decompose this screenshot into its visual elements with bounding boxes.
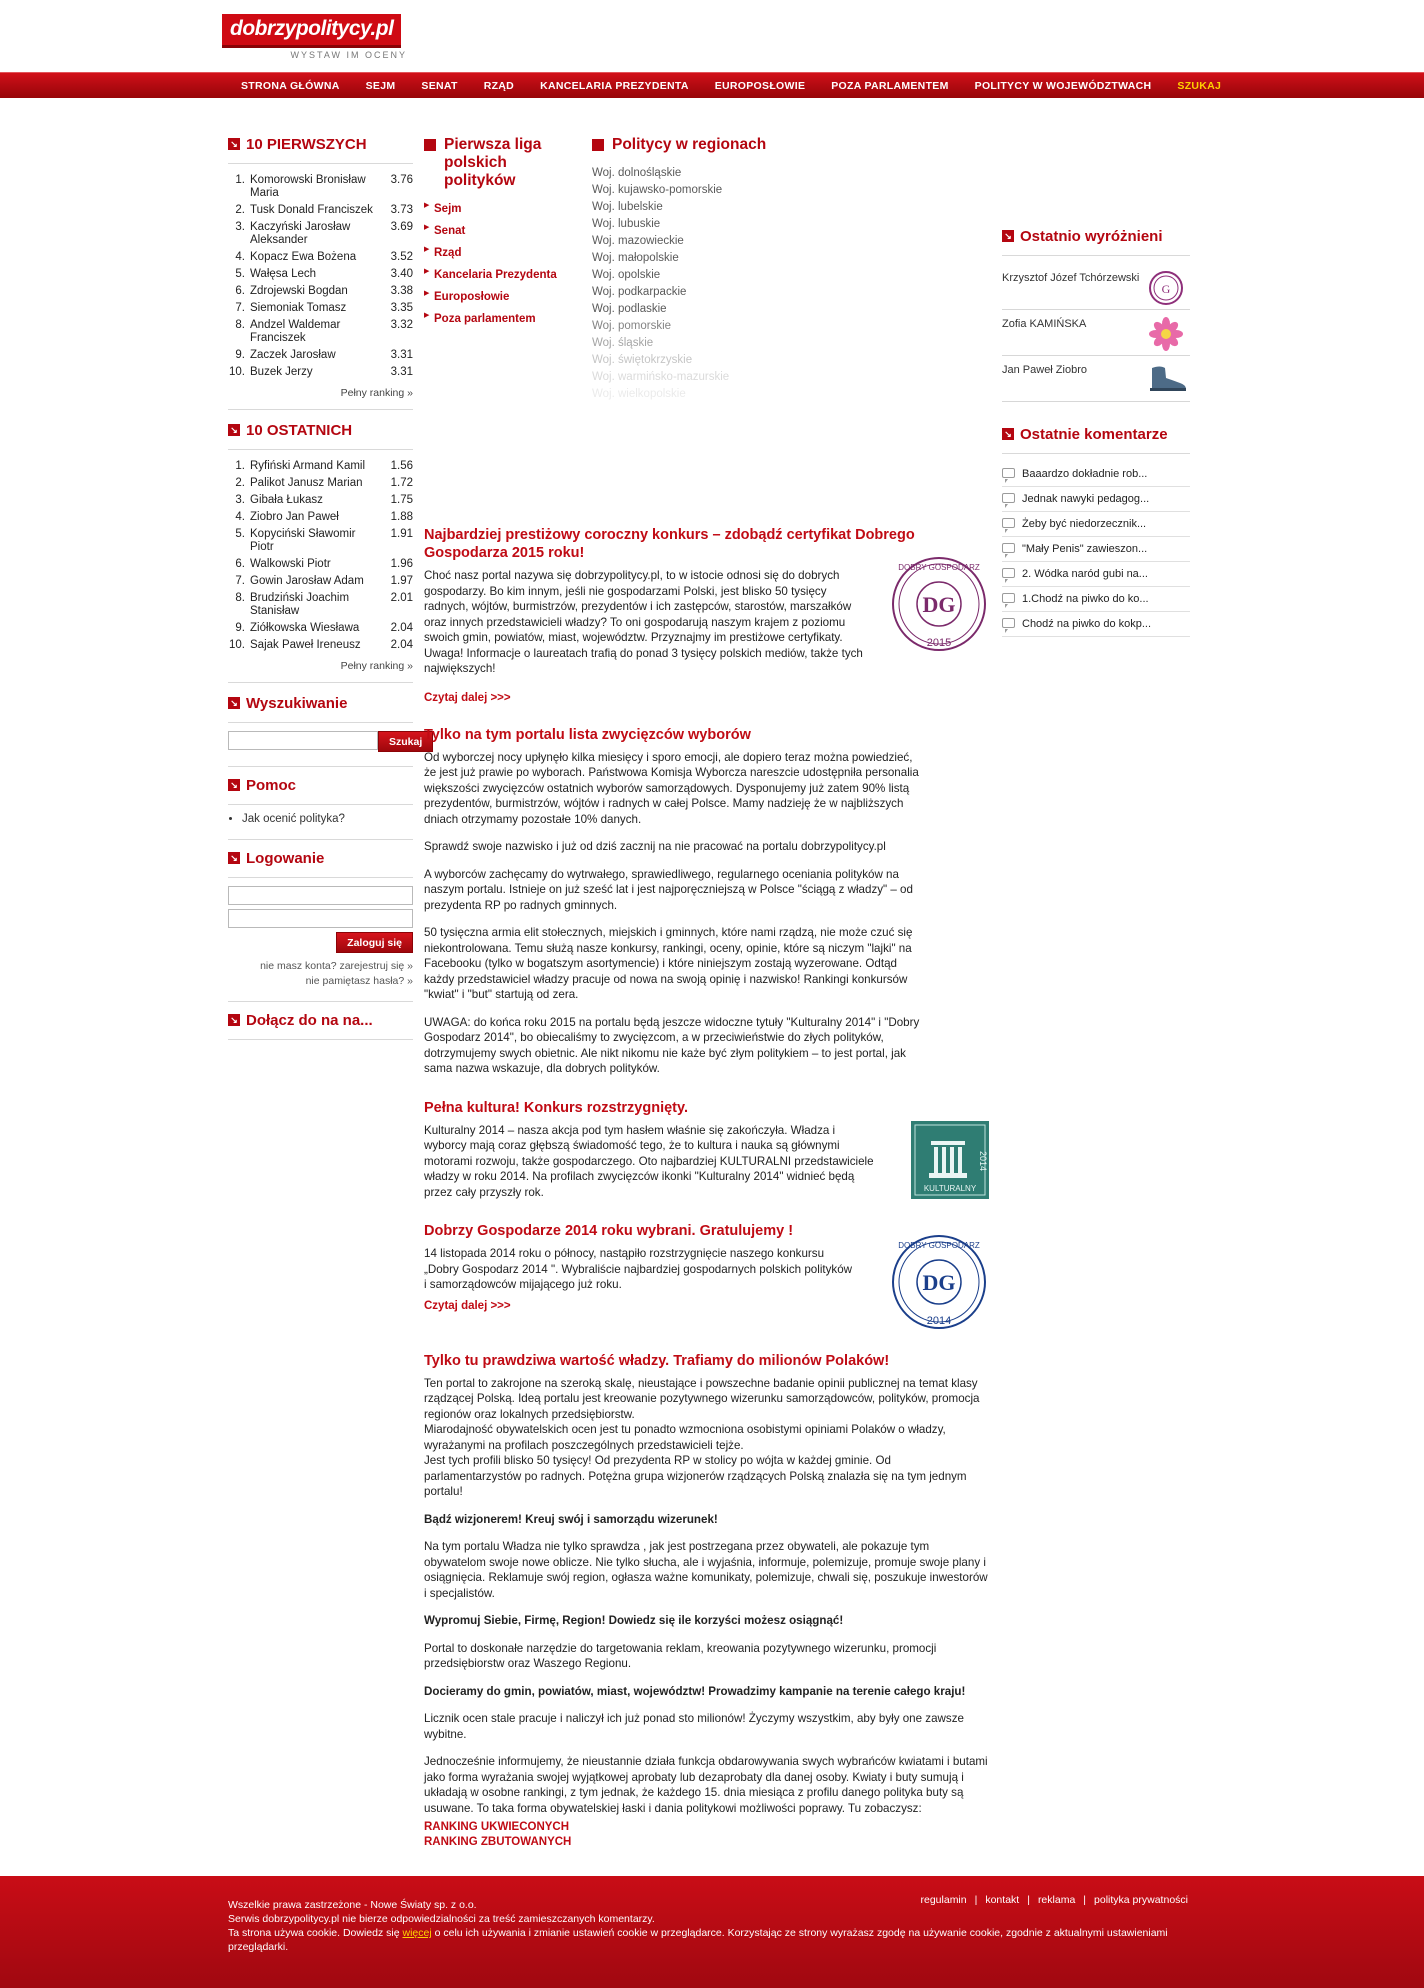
arrow-icon	[228, 779, 240, 791]
footer	[0, 1876, 1424, 1988]
arrow-icon	[228, 697, 240, 709]
featured-person[interactable]	[1002, 310, 1190, 356]
login-help-links	[228, 959, 413, 989]
article-paragraph: Ten portal to zakrojone na szeroką skalę, nieustające i powszechne badanie opinii publicznej na temat klasy rządzącej Polską. Ideą portalu jest kreowanie pozytywnego wizerunku samorządowców, polityków, promocja regionów oraz lokalnych przedsiębiorstw.	[424, 1376, 980, 1421]
comment-link[interactable]: Żeby być niedorzecznik...	[1022, 518, 1147, 530]
article-paragraph: Portal to doskonałe narzędzie do targetowania reklam, kreowania pozytywnego wizerunku, promocji przedsiębiorstw oraz Waszego Regionu.	[424, 1641, 937, 1670]
region-link-podlaskie[interactable]: Woj. podlaskie	[592, 303, 667, 315]
list-item[interactable]: 5. Wałęsa Lech 3.40	[235, 268, 413, 280]
article-paragraph: Jest tych profili blisko 50 tysięcy! Od prezydenta RP w stolicy po wójta w każdej gminie. Od parlamentarzystów po radnych. Potężna grupa wizjonerów rządzących Polską znalazła się na tym jednym portalu!	[424, 1454, 967, 1498]
search-input[interactable]	[228, 731, 378, 750]
article-paragraph: Miarodajność obywatelskich ocen jest tu ponadto wzmocniona osobistymi opiniami Polaków o władzy, wyrażanymi na profilach poszczególnych przedstawicieli tejże.	[424, 1423, 946, 1452]
article-body: Kulturalny 2014 – nasza akcja pod tym hasłem właśnie się zakończyła. Władza i wyborcy mają coraz głębszą świadomość tego, że to kultura i nauka są głównymi motorami rozwoju, także gospodarczego. Oto najbardziej KULTURALNI przedstawiciele władzy w roku 2014. Na profilach zwycięzców ikonki "Kulturalny 2014" widnieć będą przez cały przyszły rok.	[424, 1123, 874, 1199]
article-body: Choć nasz portal nazywa się dobrzypolitycy.pl, to w istocie odnosi się do dobrych gospodarzy. Bo kim innym, jeśli nie gospodarzami Polski, jest blisko 50 tysięcy radnych, wójtów, burmistrzów, prezydentów i ich zastępców, starostów, marszałków oraz innych przedstawicieli władzy? To oni gospodarują naszym krajem z poziomu swoich gmin, powiatów, miast, województw. Przyznajmy im prestiżowe certyfikaty. Uwaga! Informacje o laureatach trafią do ponad 3 tysięcy polskich mediów, także tych największych!	[424, 569, 863, 675]
svg-text:DOBRY GOSPODARZ: DOBRY GOSPODARZ	[898, 1241, 980, 1250]
article-paragraph: Jednocześnie informujemy, że nieustannie działa funkcja obdarowywania swych wybrańców kwiatami i butami jako forma wyrażania swojej wyjątkowej aprobaty lub dezaprobaty dla danej osoby. Kwiaty i buty sumują i układają w osobne rankingi, z tym jednak, że każdego 15. dnia miesiąca z profilu danego polityka buty są usuwane. To taka forma obywatelskiej łaski i dania politykowi możliwości poprawy. Tu zobaczysz:	[424, 1755, 988, 1815]
list-item[interactable]: 8. Andzel Waldemar Franciszek 3.32	[235, 319, 413, 344]
comment-bubble-icon	[1002, 593, 1015, 603]
article-dobry-gospodarz-2015	[424, 526, 989, 704]
footer-more-link[interactable]: więcej	[402, 1927, 432, 1939]
section-title-featured: ↘ Ostatnio wyróżnieni	[1002, 228, 1190, 245]
arrow-icon	[228, 1014, 240, 1026]
list-item[interactable]	[592, 317, 792, 334]
region-link-pomorskie[interactable]: Woj. pomorskie	[592, 320, 672, 332]
article-paragraph: Od wyborczej nocy upłynęło kilka miesięcy i sporo emocji, ale dopiero teraz można powiedzieć, że jest już prawie po wyborach. Państwowa Komisja Wyborcza nareszcie udostępniła personalia większości zwycięzców ostatnich wyborów samorządowych. Dysponujemy już zatem 90% listą prezydentów, burmistrzów, wójtów i radnych w całej Polsce. Mamy nadzieję że w najbliższych dniach otrzymamy pozostałe 10% danych.	[424, 750, 919, 826]
featured-person[interactable]	[1002, 356, 1190, 402]
regions-links	[592, 164, 792, 402]
nav-item-home[interactable]: STRONA GŁÓWNA	[241, 79, 340, 92]
article-paragraph: A wyborców zachęcamy do wytrwałego, sprawiedliwego, regularnego oceniania polityków na naszym portalu. Istnieje on już sześć lat i jest najporęczniejszą w Polsce "ściągą z władzy" – od prezydenta RP po radnych gminnych.	[424, 867, 913, 912]
stamp-icon	[1148, 270, 1184, 306]
svg-text:2014: 2014	[978, 1150, 988, 1171]
list-item[interactable]	[592, 368, 792, 385]
list-item[interactable]	[1002, 612, 1190, 637]
nav-item-poza-parlamentem[interactable]: POZA PARLAMENTEM	[831, 79, 949, 92]
site-logo[interactable]	[222, 14, 407, 58]
list-item[interactable]	[592, 181, 792, 198]
liga-link-kancelaria[interactable]: Kancelaria Prezydenta	[434, 269, 557, 281]
list-item[interactable]: 3. Gibała Łukasz 1.75	[235, 494, 413, 506]
list-item[interactable]: 2. Palikot Janusz Marian 1.72	[235, 477, 413, 489]
login-password-field[interactable]	[228, 909, 413, 928]
liga-title: Pierwsza liga polskich polityków	[424, 136, 574, 190]
svg-text:2014: 2014	[926, 1315, 952, 1327]
section-title-last-ten: ↘ 10 OSTATNICH	[228, 422, 413, 439]
boot-icon	[1148, 362, 1184, 398]
article-kulturalny-2014	[424, 1099, 989, 1201]
regions-column	[592, 136, 792, 402]
list-item[interactable]	[592, 334, 792, 351]
list-item[interactable]: 6. Zdrojewski Bogdan 3.38	[235, 285, 413, 297]
region-link-mazowieckie[interactable]: Woj. mazowieckie	[592, 235, 684, 247]
list-item[interactable]	[1002, 587, 1190, 612]
liga-link-sejm[interactable]: Sejm	[434, 203, 462, 215]
list-item[interactable]: 4. Ziobro Jan Paweł 1.88	[235, 511, 413, 523]
section-title-first-ten: ↘ 10 PIERWSZYCH	[228, 136, 413, 153]
comment-bubble-icon	[1002, 543, 1015, 553]
right-sidebar	[1002, 228, 1190, 637]
article-highlight: Wypromuj Siebie, Firmę, Region! Dowiedz się ile korzyści możesz osiągnąć!	[424, 1614, 844, 1627]
arrow-icon	[228, 138, 240, 150]
list-item[interactable]: 4. Kopacz Ewa Bożena 3.52	[235, 251, 413, 263]
section-title-search: ↘ Wyszukiwanie	[228, 695, 413, 712]
region-link-kujawsko-pomorskie[interactable]: Woj. kujawsko-pomorskie	[592, 184, 723, 196]
list-item[interactable]	[592, 385, 792, 402]
full-ranking-link-first[interactable]: Pełny ranking »	[340, 387, 413, 399]
dobry-gospodarz-2015-seal-icon	[889, 554, 989, 654]
ranking-ukwieconych-link[interactable]: RANKING UKWIECONYCH	[424, 1821, 570, 1833]
article-paragraph: Licznik ocen stale pracuje i naliczył ich już ponad sto milionów! Życzymy wszystkim, aby były one zawsze wybitne.	[424, 1712, 964, 1741]
region-link-dolnoslaskie[interactable]: Woj. dolnośląskie	[592, 167, 682, 179]
comments-list	[1002, 462, 1190, 637]
section-title-join: ↘ Dołącz do na na...	[228, 1012, 413, 1029]
list-item[interactable]: 8. Brudziński Joachim Stanisław 2.01	[235, 592, 413, 617]
featured-person[interactable]	[1002, 264, 1190, 310]
region-link-slaskie[interactable]: Woj. śląskie	[592, 337, 654, 349]
section-title-comments: ↘ Ostatnie komentarze	[1002, 426, 1190, 443]
list-item[interactable]	[1002, 512, 1190, 537]
svg-text:2015: 2015	[926, 637, 952, 649]
main-articles	[424, 526, 989, 1870]
footer-text	[0, 1876, 1424, 1954]
list-item[interactable]	[592, 232, 792, 249]
logo-tagline: WYSTAW IM OCENY	[290, 50, 407, 60]
region-link-malopolskie[interactable]: Woj. małopolskie	[592, 252, 679, 264]
nav-item-wojewodztwa[interactable]: POLITYCY W WOJEWÓDZTWACH	[974, 79, 1152, 92]
list-item[interactable]	[592, 215, 792, 232]
help-list	[242, 813, 413, 825]
svg-text:DOBRY GOSPODARZ: DOBRY GOSPODARZ	[898, 563, 980, 572]
svg-text:DG: DG	[922, 592, 956, 617]
list-item[interactable]	[424, 266, 574, 281]
list-item[interactable]	[424, 222, 574, 237]
list-item[interactable]	[424, 200, 574, 215]
footer-cookie-notice	[228, 1926, 1196, 1954]
comment-bubble-icon	[1002, 618, 1015, 628]
liga-column	[424, 136, 574, 332]
kulturalny-2014-seal-icon	[911, 1121, 989, 1199]
list-item[interactable]: 3. Kaczyński Jarosław Aleksander 3.69	[235, 221, 413, 246]
liga-links	[424, 200, 574, 325]
list-item[interactable]: 7. Siemoniak Tomasz 3.35	[235, 302, 413, 314]
left-sidebar	[228, 136, 423, 1048]
nav-item-rzad[interactable]: RZĄD	[483, 79, 515, 92]
list-item[interactable]	[424, 244, 574, 259]
logo-text: dobrzypolitycy.pl	[222, 14, 401, 48]
article-dobrzy-gospodarze-2014	[424, 1222, 989, 1327]
list-item[interactable]	[424, 288, 574, 303]
svg-text:KULTURALNY: KULTURALNY	[923, 1183, 977, 1193]
list-item[interactable]	[592, 266, 792, 283]
liga-link-poza-parlamentem[interactable]: Poza parlamentem	[434, 313, 536, 325]
ranking-list-last	[228, 458, 413, 654]
footer-line-2: Serwis dobrzypolitycy.pl nie bierze odpowiedzialności za treść zamieszczanych komentarzy.	[228, 1913, 655, 1925]
comment-link[interactable]: 2. Wódka naród gubi na...	[1022, 568, 1148, 580]
article-body: 14 listopada 2014 roku o północy, nastąpiło rozstrzygnięcie naszego konkursu „Dobry Gospodarz 2014 ". Wybraliście najbardziej gospodarnych polskich polityków i samorządowców mijającego już roku.	[424, 1247, 853, 1291]
region-link-wielkopolskie[interactable]: Woj. wielkopolskie	[592, 388, 686, 400]
list-item[interactable]	[592, 198, 792, 215]
svg-text:G: G	[1161, 282, 1171, 296]
list-item[interactable]: 1. Ryfiński Armand Kamil 1.56	[235, 460, 413, 472]
footer-cookie-text-1: Ta strona używa cookie. Dowiedz się	[228, 1927, 403, 1939]
dobry-gospodarz-2014-seal-icon	[889, 1232, 989, 1332]
list-item[interactable]	[592, 300, 792, 317]
list-item[interactable]: 2. Tusk Donald Franciszek 3.73	[235, 204, 413, 216]
read-more-link[interactable]: Czytaj dalej >>>	[424, 1299, 511, 1312]
article-paragraph: Sprawdź swoje nazwisko i już od dziś zacznij na nie pracować na portalu dobrzypolitycy.pl	[424, 840, 886, 853]
arrow-icon	[228, 852, 240, 864]
liga-link-europoslowie[interactable]: Europosłowie	[434, 291, 510, 303]
list-item[interactable]	[424, 310, 574, 325]
ranking-list-first	[228, 172, 413, 381]
region-link-warminsko-mazurskie[interactable]: Woj. warmińsko-mazurskie	[592, 371, 730, 383]
article-highlight: Docieramy do gmin, powiatów, miast, województw! Prowadzimy kampanie na terenie całego kraju!	[424, 1684, 966, 1698]
footer-link-regulamin[interactable]: regulamin	[920, 1894, 967, 1906]
list-item[interactable]	[242, 813, 413, 825]
header	[0, 0, 1424, 72]
nav-item-senat[interactable]: SENAT	[421, 79, 458, 92]
list-item[interactable]: 10. Sajak Paweł Ireneusz 2.04	[229, 639, 413, 651]
region-link-podkarpackie[interactable]: Woj. podkarpackie	[592, 286, 687, 298]
section-title-login: ↘ Logowanie	[228, 850, 413, 867]
nav-item-szukaj[interactable]: SZUKAJ	[1177, 79, 1222, 92]
comment-link[interactable]: Chodź na piwko do kokp...	[1022, 618, 1152, 630]
article-title[interactable]: Dobrzy Gospodarze 2014 roku wybrani. Gratulujemy !	[424, 1223, 794, 1239]
login-form[interactable]	[228, 886, 413, 953]
article-paragraph: 50 tysięczna armia elit stołecznych, miejskich i gminnych, które nami rządzą, nie może czuć się niekontrolowana. Temu służą nasze konkursy, rankingi, oceny, opinie, które są niczym "lajki" na Facebooku (tylko w bogatszym asortymencie) i które niniejszym zostają wyzerowane. Odtąd każdy przedstawiciel władzy pracuje od nowa na swoją opinię i nazwisko! Rankingi konkursów "kwiat" i "but" startują od zera.	[424, 926, 913, 1001]
arrow-icon	[228, 424, 240, 436]
list-item[interactable]	[1002, 537, 1190, 562]
arrow-icon	[424, 139, 436, 151]
regions-title: Politycy w regionach	[592, 136, 792, 154]
article-paragraph: Na tym portalu Władza nie tylko sprawdza , jak jest postrzegana przez obywateli, ale pokazuje tym obywatelom swoje nowe oblicze. Nie tylko słucha, ale i wyjaśnia, informuje, polemizuje, promuje swoje plany i osiągnięcia. Reklamuje swój region, ogłasza ważne komunikaty, polemizuje, chwali się, poszukuje inwestorów i specjalistów.	[424, 1540, 988, 1600]
section-title-help: ↘ Pomoc	[228, 777, 413, 794]
nav-item-kancelaria[interactable]: KANCELARIA PREZYDENTA	[540, 79, 689, 92]
comment-bubble-icon	[1002, 568, 1015, 578]
article-lista-zwyciezcow	[424, 726, 924, 1077]
article-title[interactable]: Pełna kultura! Konkurs rozstrzygnięty.	[424, 1099, 689, 1116]
list-item[interactable]	[1002, 562, 1190, 587]
liga-link-senat[interactable]: Senat	[434, 225, 466, 237]
footer-links[interactable]: regulamin | kontakt | reklama | polityka prywatności	[913, 1894, 1197, 1906]
comment-link[interactable]: 1.Chodź na piwko do ko...	[1022, 593, 1149, 605]
login-username-field[interactable]	[228, 886, 413, 905]
footer-link-polityka-prywatnosci[interactable]: polityka prywatności	[1094, 1894, 1188, 1906]
ranking-zbutowanych-link[interactable]: RANKING ZBUTOWANYCH	[424, 1836, 572, 1848]
list-item[interactable]: 9. Zaczek Jarosław 3.31	[235, 349, 413, 361]
arrow-icon	[1002, 230, 1014, 242]
main-navigation[interactable]	[0, 72, 1424, 98]
list-item[interactable]	[592, 351, 792, 368]
nav-item-europoslowie[interactable]: EUROPOSŁOWIE	[714, 79, 806, 92]
list-item[interactable]: 9. Ziółkowska Wiesława 2.04	[235, 622, 413, 634]
content-area	[0, 98, 1424, 1888]
list-item[interactable]	[592, 164, 792, 181]
featured-person-name[interactable]: Krzysztof Józef Tchórzewski	[1002, 272, 1140, 284]
comment-link[interactable]: Baaardzo dokładnie rob...	[1022, 468, 1148, 480]
region-link-lubelskie[interactable]: Woj. lubelskie	[592, 201, 663, 213]
footer-link-kontakt[interactable]: kontakt	[985, 1894, 1020, 1906]
featured-person-name[interactable]: Jan Paweł Ziobro	[1002, 364, 1087, 376]
full-ranking-link-last[interactable]: Pełny ranking »	[340, 660, 413, 672]
footer-cookie-text-2: o celu ich używania i zmianie ustawień cookie w przeglądarce. Korzystając ze strony wyrażasz zgodę na używanie cookie, zgodnie z aktualnymi ustawieniami przeglądarki.	[228, 1927, 1168, 1953]
article-title[interactable]: Tylko tu prawdziwa wartość władzy. Trafiamy do milionów Polaków!	[424, 1352, 890, 1369]
arrow-icon	[1002, 428, 1014, 440]
article-paragraph: UWAGA: do końca roku 2015 na portalu będą jeszcze widoczne tytuły "Kulturalny 2014" i "Dobry Gospodarz 2014", bo obiecaliśmy to zwycięzcom, a w przeciwieństwie do złych polityków, dotrzymujemy swych obietnic. Ale nikt nikomu nie każe być złym politykiem – to jest portal, jak sama nazwa wskazuje, dla dobrych polityków.	[424, 1015, 920, 1075]
read-more-link[interactable]: Czytaj dalej >>>	[424, 691, 511, 704]
comment-bubble-icon	[1002, 468, 1015, 478]
article-title[interactable]: Tylko na tym portalu lista zwycięzców wyborów	[424, 726, 751, 743]
list-item[interactable]: 6. Walkowski Piotr 1.96	[235, 558, 413, 570]
list-item[interactable]: 1. Komorowski Bronisław Maria 3.76	[235, 174, 413, 199]
region-link-opolskie[interactable]: Woj. opolskie	[592, 269, 661, 281]
list-item[interactable]	[592, 283, 792, 300]
login-button[interactable]: Zaloguj się	[336, 932, 413, 953]
list-item[interactable]	[1002, 487, 1190, 512]
liga-link-rzad[interactable]: Rząd	[434, 247, 462, 259]
list-item[interactable]	[592, 249, 792, 266]
comment-bubble-icon	[1002, 518, 1015, 528]
footer-link-reklama[interactable]: reklama	[1037, 1894, 1076, 1906]
comment-bubble-icon	[1002, 493, 1015, 503]
list-item[interactable]	[1002, 462, 1190, 487]
svg-text:DG: DG	[922, 1270, 956, 1295]
nav-item-sejm[interactable]: SEJM	[365, 79, 396, 92]
forgot-password-link[interactable]: nie pamiętasz hasła? »	[305, 975, 413, 987]
region-link-swietokrzyskie[interactable]: Woj. świętokrzyskie	[592, 354, 693, 366]
article-title[interactable]: Najbardziej prestiżowy coroczny konkurs – zdobądź certyfikat Dobrego Gospodarza 2015 roku!	[424, 527, 915, 561]
article-wartosc-wladzy	[424, 1352, 989, 1849]
list-item[interactable]: 10. Buzek Jerzy 3.31	[229, 366, 413, 378]
comment-link[interactable]: Jednak nawyki pedagog...	[1022, 493, 1150, 505]
list-item[interactable]: 5. Kopyciński Sławomir Piotr 1.91	[235, 528, 413, 553]
arrow-icon	[592, 139, 604, 151]
register-link[interactable]: nie masz konta? zarejestruj się »	[260, 960, 413, 972]
flower-icon	[1148, 316, 1184, 352]
list-item[interactable]: 7. Gowin Jarosław Adam 1.97	[235, 575, 413, 587]
footer-line-1: Wszelkie prawa zastrzeżone - Nowe Światy sp. z o.o.	[228, 1899, 477, 1911]
featured-person-name[interactable]: Zofia KAMIŃSKA	[1002, 318, 1087, 330]
region-link-lubuskie[interactable]: Woj. lubuskie	[592, 218, 661, 230]
search-button[interactable]: Szukaj	[378, 731, 433, 752]
help-link-how-to-rate[interactable]: Jak ocenić polityka?	[242, 813, 345, 825]
search-form[interactable]	[228, 731, 423, 752]
article-highlight: Bądź wizjonerem! Kreuj swój i samorządu wizerunek!	[424, 1512, 718, 1526]
comment-link[interactable]: "Mały Penis" zawieszon...	[1022, 543, 1148, 555]
